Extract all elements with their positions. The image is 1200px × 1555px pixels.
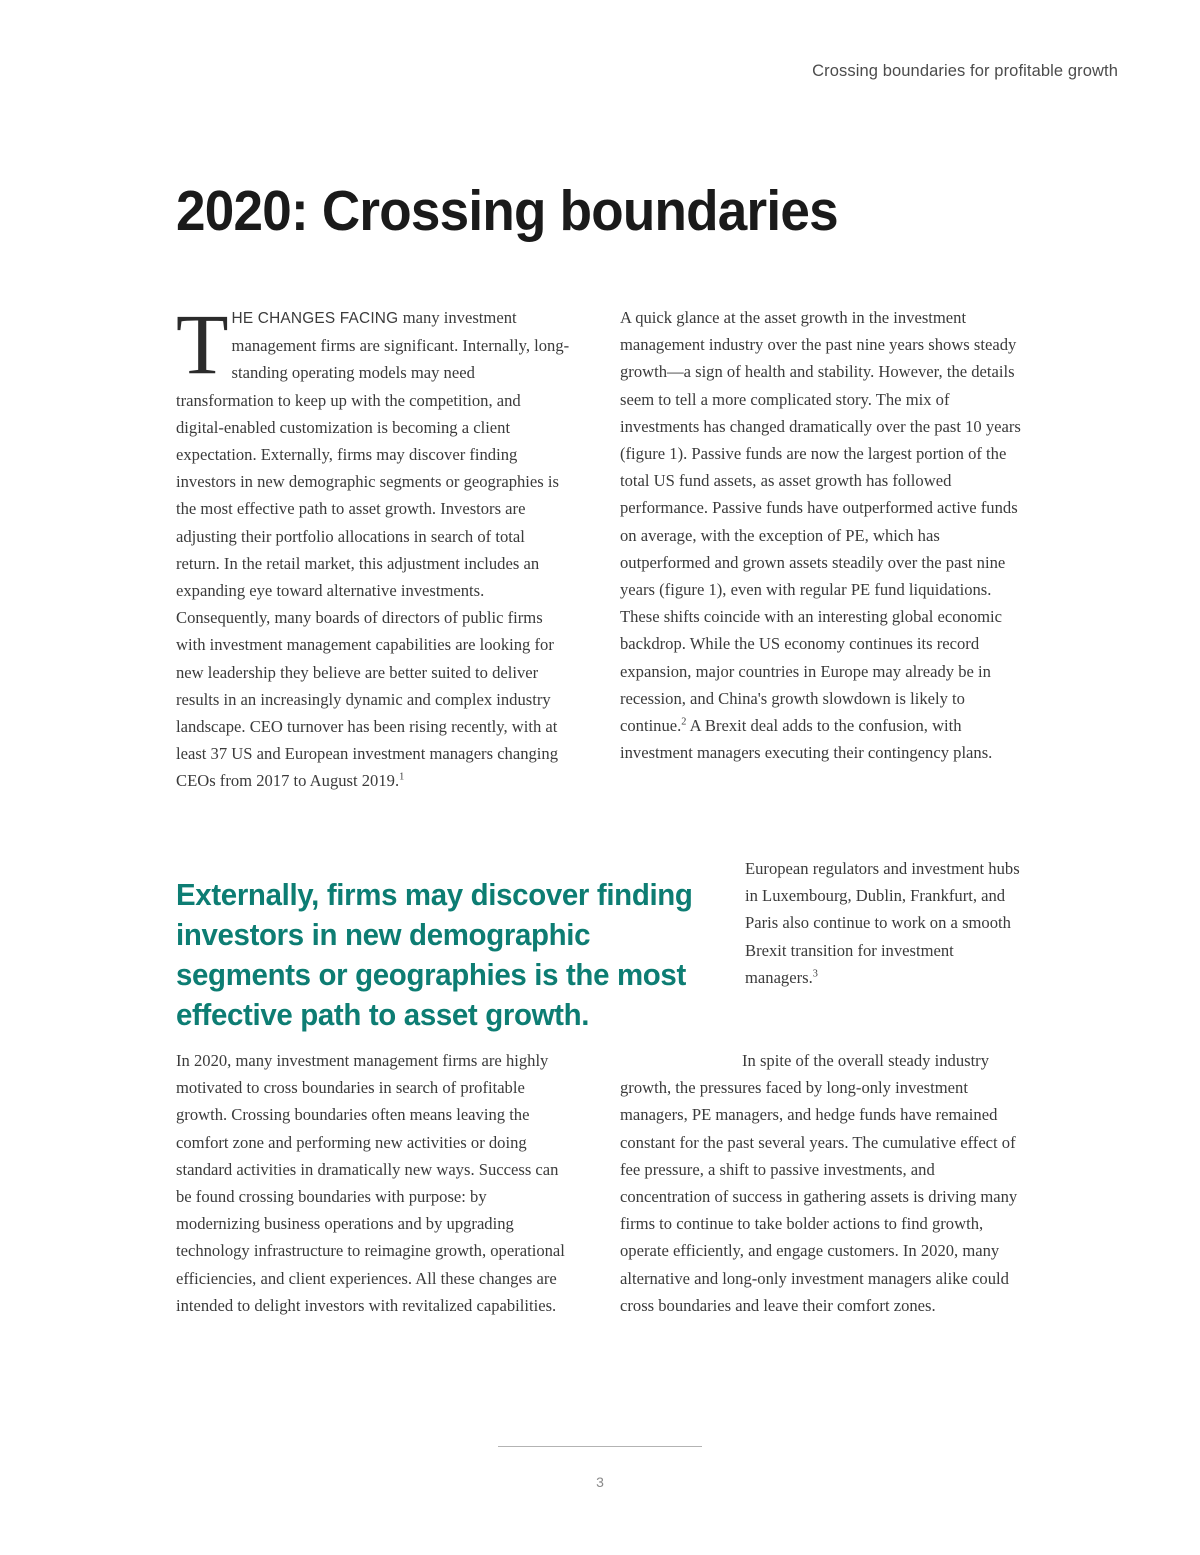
right-paragraph-1-text: A quick glance at the asset growth in the investment management industry over the past nine years shows steady growth—a sign of health and stability. However, the details seem to tell a more complicated story. The mix of investments has changed dramatically over the past 10 years (figure 1). Passive funds are now the largest portion of the total US fund assets, as asset growth has followed performance. Passive funds have outperformed active funds on average, with the exception of PE, which has outperformed and grown assets steadily over the past nine years (figure 1), even with regular PE fund liquidations. These shifts coincide with an interesting global economic backdrop. While the US economy continues its record expansion, major countries in Europe may already be in recession, and China's growth slowdown is likely to continue. (620, 308, 1021, 736)
right-column-upper (620, 304, 1024, 766)
footnote-marker-1[interactable]: 1 (399, 771, 405, 783)
page-title: 2020: Crossing boundaries (176, 179, 838, 244)
left-column-lower (176, 1047, 572, 1319)
drop-cap-letter: T (176, 296, 229, 392)
pull-quote: Externally, firms may discover finding investors in new demographic segments or geographies is the most effective path to asset growth. (176, 878, 693, 1032)
right-column-lower (620, 1047, 1024, 1319)
right-paragraph-2 (745, 855, 1025, 991)
left-paragraph-1-text: many investment management firms are significant. Internally, long-standing operating models may need transformation to keep up with the competition, and digital-enabled customization is becoming a client expectation. Externally, firms may discover finding investors in new demographic segments or geographies is the most effective path to asset growth. Investors are adjusting their portfolio allocations in search of total return. In the retail market, this adjustment includes an expanding eye toward alternative investments. Consequently, many boards of directors of public firms with investment management capabilities are looking for new leadership they believe are better suited to deliver results in an increasingly dynamic and complex industry landscape. CEO turnover has been rising recently, with at least 37 US and European investment managers changing CEOs from 2017 to August 2019. (176, 308, 570, 791)
right-paragraph-3: In spite of the overall steady industry growth, the pressures faced by long-only investment managers, PE managers, and hedge funds have remained constant for the past several years. The cumulative effect of fee pressure, a shift to passive investments, and concentration of success in gathering assets is driving many firms to continue to take bolder actions to find growth, operate efficiently, and engage customers. In 2020, many alternative and long-only investment managers alike could cross boundaries and leave their comfort zones. (620, 1051, 1018, 1315)
right-paragraph-2-text: European regulators and investment hubs in Luxembourg, Dublin, Frankfurt, and Paris also continue to work on a smooth Brexit transition for investment managers. (745, 859, 1020, 987)
footer-divider (498, 1446, 702, 1447)
left-column-upper (176, 296, 572, 795)
left-paragraph-1 (176, 296, 572, 795)
right-paragraph-1-tail: A Brexit deal adds to the confusion, with investment managers executing their contingency plans. (620, 716, 993, 763)
footnote-marker-2[interactable]: 2 (681, 716, 687, 728)
lead-small-caps: HE CHANGES FACING (231, 310, 403, 327)
right-paragraph-1 (620, 304, 1024, 766)
footnote-marker-3[interactable]: 3 (812, 968, 818, 980)
running-header: Crossing boundaries for profitable growth (812, 62, 1118, 80)
left-paragraph-2: In 2020, many investment management firms are highly motivated to cross boundaries in search of profitable growth. Crossing boundaries often means leaving the comfort zone and performing new activities or doing standard activities in dramatically new ways. Success can be found crossing boundaries with purpose: by modernizing business operations and by upgrading technology infrastructure to reimagine growth, operational efficiencies, and client experiences. All these changes are intended to delight investors with revitalized capabilities. (176, 1051, 565, 1315)
page-number: 3 (596, 1474, 604, 1490)
